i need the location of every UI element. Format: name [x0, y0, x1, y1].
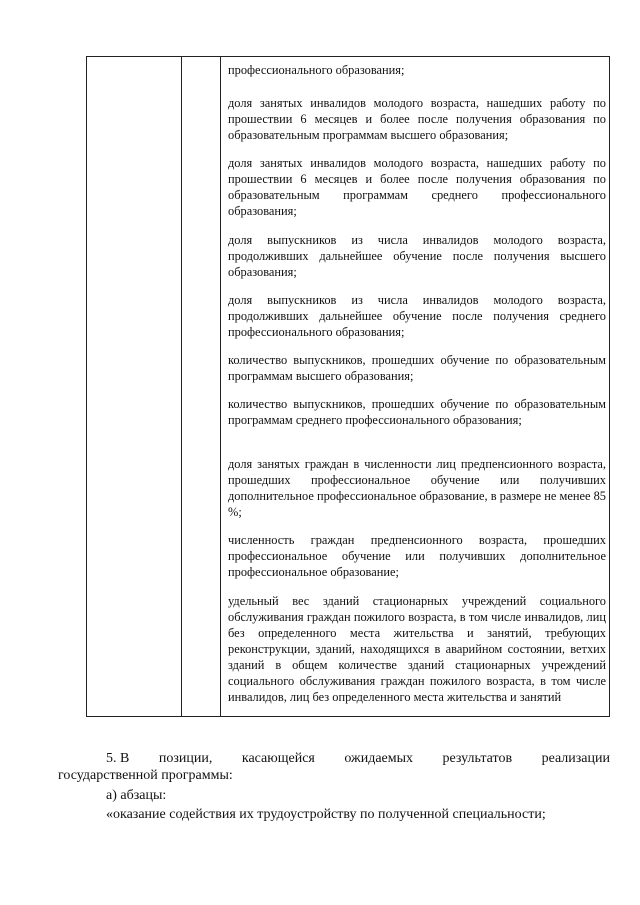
indicator-entry: доля выпускников из числа инвалидов молодого возраста, продолживших дальнейшее обучение после получения среднего профессионального образования; — [228, 293, 606, 339]
para-word: позиции, — [158, 751, 213, 766]
table-column-border — [181, 56, 182, 717]
para-line: государственной программы: — [58, 768, 233, 783]
indicator-entry: профессионального образования; — [228, 63, 405, 77]
item-a: а) абзацы: — [106, 788, 167, 803]
indicator-entry: количество выпускников, прошедших обучение по образовательным программам высшего образования; — [228, 353, 606, 383]
indicator-entry: доля занятых граждан в численности лиц предпенсионного возраста, прошедших профессиональное обучение или получивших дополнительное профессиональное образование, в размере не менее 85 %; — [228, 457, 606, 519]
indicator-entry: доля занятых инвалидов молодого возраста, нашедших работу по прошествии 6 месяцев и более после получения образования по образовательным программам высшего образования; — [228, 96, 606, 142]
indicator-entry: доля выпускников из числа инвалидов молодого возраста, продолживших дальнейшее обучение после получения высшего образования; — [228, 233, 606, 279]
quoted-paragraph: «оказание содействия их трудоустройству по полученной специальности; — [106, 807, 546, 822]
indicator-entry: удельный вес зданий стационарных учреждений социального обслуживания граждан пожилого возраста, в том числе инвалидов, лиц без определенного места жительства и занятий, требующих реконструкции, зданий, находящихся в аварийном состоянии, ветхих зданий в общем количестве зданий стационарных учреждений социального обслуживания граждан пожилого возраста, в том числе инвалидов, лиц без определенного места жительства и занятий — [228, 594, 606, 704]
indicator-entry: количество выпускников, прошедших обучение по образовательным программам среднего профессионального образования; — [228, 397, 606, 427]
table-top-border — [86, 56, 610, 57]
para-number: 5. В — [106, 751, 130, 766]
indicator-entry: численность граждан предпенсионного возраста, прошедших профессиональное обучение или получивших дополнительное профессиональное образование; — [228, 533, 606, 579]
para-word: касающейся — [241, 751, 315, 766]
para-word: ожидаемых — [344, 751, 414, 766]
table-column-border — [609, 56, 610, 717]
indicator-entry: доля занятых инвалидов молодого возраста, нашедших работу по прошествии 6 месяцев и более после получения образования по образовательным программам среднего профессионального образования; — [228, 156, 606, 218]
table-column-border — [86, 56, 87, 717]
table-bottom-border — [86, 716, 610, 717]
para-word: результатов — [442, 751, 513, 766]
table-column-border — [220, 56, 221, 717]
para-word: реализации — [541, 751, 610, 766]
